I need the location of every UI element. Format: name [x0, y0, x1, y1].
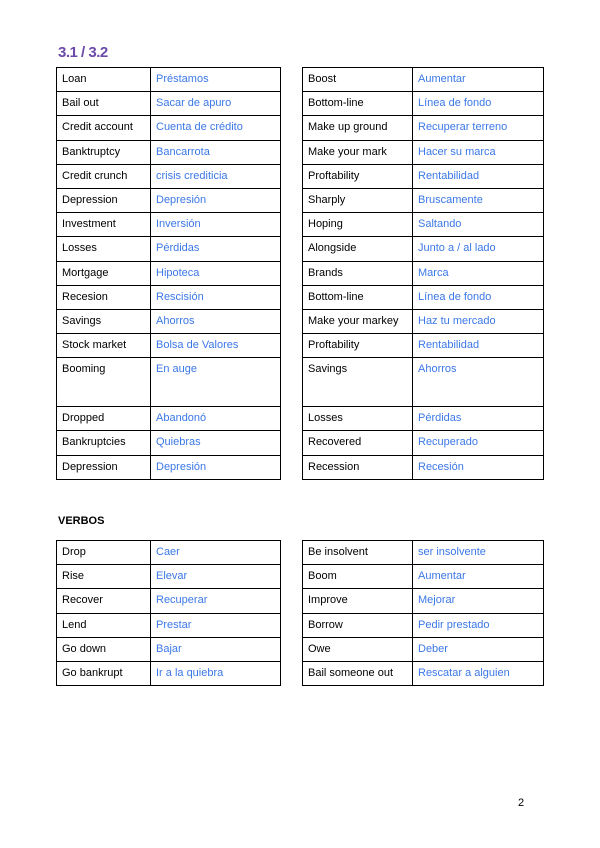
vocab-row: [57, 261, 281, 285]
spanish-translation: Rentabilidad: [413, 334, 544, 358]
vocab-row: [57, 285, 281, 309]
english-term: Bottom-line: [303, 285, 413, 309]
english-term: Investment: [57, 213, 151, 237]
spanish-translation: Rescatar a alguien: [413, 661, 544, 685]
vocab-row: [303, 213, 544, 237]
vocab-row: [57, 661, 281, 685]
vocab-row: [57, 68, 281, 92]
spanish-translation: Aumentar: [413, 68, 544, 92]
vocab-row: [57, 213, 281, 237]
vocab-row: [303, 92, 544, 116]
english-term: Savings: [303, 358, 413, 407]
english-term: Boost: [303, 68, 413, 92]
vocab-row: [57, 140, 281, 164]
spanish-translation: Recesión: [413, 455, 544, 479]
vocab-row: [303, 565, 544, 589]
english-term: Borrow: [303, 613, 413, 637]
vocab-row: [303, 455, 544, 479]
english-term: Credit account: [57, 116, 151, 140]
spanish-translation: Abandonó: [151, 407, 281, 431]
vocab-row: [303, 613, 544, 637]
vocab-row: [303, 164, 544, 188]
english-term: Bail someone out: [303, 661, 413, 685]
spanish-translation: Saltando: [413, 213, 544, 237]
spanish-translation: Aumentar: [413, 565, 544, 589]
spanish-translation: Línea de fondo: [413, 285, 544, 309]
vocab-row: [303, 358, 544, 407]
vocab-row: [57, 188, 281, 212]
vocab-table-left: [56, 67, 281, 480]
english-term: Proftability: [303, 164, 413, 188]
spanish-translation: Pérdidas: [151, 237, 281, 261]
vocab-row: [57, 92, 281, 116]
vocab-row: [57, 565, 281, 589]
vocab-row: [57, 455, 281, 479]
spanish-translation: Bancarrota: [151, 140, 281, 164]
english-term: Dropped: [57, 407, 151, 431]
vocab-row: [57, 407, 281, 431]
vocab-table-right: [302, 67, 544, 480]
spanish-translation: Rescisión: [151, 285, 281, 309]
spanish-translation: Prestar: [151, 613, 281, 637]
english-term: Be insolvent: [303, 541, 413, 565]
spanish-translation: Elevar: [151, 565, 281, 589]
vocab-row: [57, 589, 281, 613]
english-term: Banktruptcy: [57, 140, 151, 164]
spanish-translation: Pérdidas: [413, 407, 544, 431]
english-term: Lend: [57, 613, 151, 637]
spanish-translation: Marca: [413, 261, 544, 285]
vocab-row: [303, 589, 544, 613]
spanish-translation: Recuperar terreno: [413, 116, 544, 140]
vocab-row: [57, 334, 281, 358]
vocab-row: [57, 431, 281, 455]
spanish-translation: Deber: [413, 637, 544, 661]
vocab-row: [303, 261, 544, 285]
vocab-row: [303, 431, 544, 455]
english-term: Depression: [57, 188, 151, 212]
spanish-translation: Bolsa de Valores: [151, 334, 281, 358]
english-term: Make up ground: [303, 116, 413, 140]
spanish-translation: Cuenta de crédito: [151, 116, 281, 140]
english-term: Recover: [57, 589, 151, 613]
english-term: Loan: [57, 68, 151, 92]
english-term: Bankruptcies: [57, 431, 151, 455]
english-term: Recovered: [303, 431, 413, 455]
spanish-translation: Haz tu mercado: [413, 309, 544, 333]
english-term: Brands: [303, 261, 413, 285]
verbs-table-right: [302, 540, 544, 686]
spanish-translation: Quiebras: [151, 431, 281, 455]
spanish-translation: Depresión: [151, 455, 281, 479]
spanish-translation: Junto a / al lado: [413, 237, 544, 261]
vocab-row: [303, 334, 544, 358]
vocab-row: [303, 407, 544, 431]
spanish-translation: Mejorar: [413, 589, 544, 613]
page-number: 2: [518, 797, 525, 809]
english-term: Recession: [303, 455, 413, 479]
english-term: Depression: [57, 455, 151, 479]
english-term: Go bankrupt: [57, 661, 151, 685]
spanish-translation: Préstamos: [151, 68, 281, 92]
spanish-translation: Depresión: [151, 188, 281, 212]
verbs-table-left: [56, 540, 281, 686]
english-term: Recesion: [57, 285, 151, 309]
vocab-row: [57, 164, 281, 188]
spanish-translation: Ahorros: [413, 358, 544, 407]
english-term: Improve: [303, 589, 413, 613]
spanish-translation: Ahorros: [151, 309, 281, 333]
english-term: Sharply: [303, 188, 413, 212]
english-term: Booming: [57, 358, 151, 407]
spanish-translation: Hacer su marca: [413, 140, 544, 164]
english-term: Make your markey: [303, 309, 413, 333]
vocab-row: [303, 237, 544, 261]
spanish-translation: Rentabilidad: [413, 164, 544, 188]
english-term: Alongside: [303, 237, 413, 261]
english-term: Stock market: [57, 334, 151, 358]
spanish-translation: Hipoteca: [151, 261, 281, 285]
english-term: Mortgage: [57, 261, 151, 285]
vocab-row: [57, 637, 281, 661]
vocab-row: [303, 188, 544, 212]
spanish-translation: Bruscamente: [413, 188, 544, 212]
vocab-row: [57, 613, 281, 637]
spanish-translation: Bajar: [151, 637, 281, 661]
english-term: Losses: [57, 237, 151, 261]
english-term: Go down: [57, 637, 151, 661]
english-term: Bail out: [57, 92, 151, 116]
english-term: Proftability: [303, 334, 413, 358]
spanish-translation: Recuperado: [413, 431, 544, 455]
vocab-row: [303, 285, 544, 309]
vocab-row: [57, 358, 281, 407]
vocab-row: [57, 541, 281, 565]
spanish-translation: Sacar de apuro: [151, 92, 281, 116]
vocab-row: [303, 309, 544, 333]
spanish-translation: Ir a la quiebra: [151, 661, 281, 685]
spanish-translation: En auge: [151, 358, 281, 407]
english-term: Owe: [303, 637, 413, 661]
english-term: Losses: [303, 407, 413, 431]
spanish-translation: Inversión: [151, 213, 281, 237]
spanish-translation: Recuperar: [151, 589, 281, 613]
vocab-row: [57, 309, 281, 333]
vocab-row: [57, 237, 281, 261]
spanish-translation: Pedir prestado: [413, 613, 544, 637]
vocab-row: [303, 661, 544, 685]
vocab-row: [303, 68, 544, 92]
verbs-heading: VERBOS: [58, 515, 105, 527]
english-term: Savings: [57, 309, 151, 333]
english-term: Drop: [57, 541, 151, 565]
vocab-row: [303, 541, 544, 565]
spanish-translation: crisis crediticia: [151, 164, 281, 188]
spanish-translation: Caer: [151, 541, 281, 565]
english-term: Boom: [303, 565, 413, 589]
english-term: Bottom-line: [303, 92, 413, 116]
page-title: 3.1 / 3.2: [58, 44, 108, 61]
english-term: Make your mark: [303, 140, 413, 164]
english-term: Hoping: [303, 213, 413, 237]
english-term: Rise: [57, 565, 151, 589]
english-term: Credit crunch: [57, 164, 151, 188]
vocab-row: [303, 116, 544, 140]
vocab-row: [57, 116, 281, 140]
vocab-row: [303, 140, 544, 164]
spanish-translation: Línea de fondo: [413, 92, 544, 116]
vocab-row: [303, 637, 544, 661]
spanish-translation: ser insolvente: [413, 541, 544, 565]
